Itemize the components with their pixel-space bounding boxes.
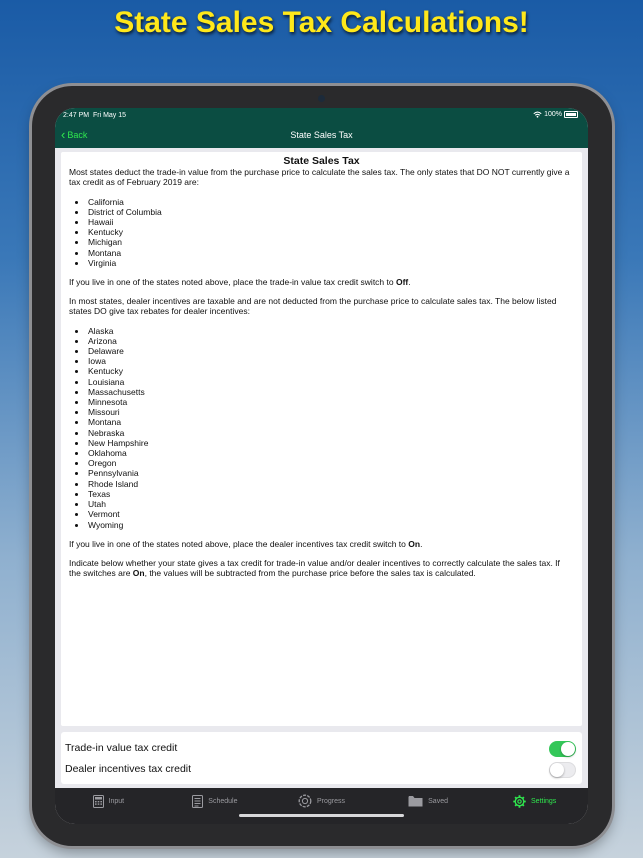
state-list-item: • Rhode Island bbox=[87, 479, 574, 489]
state-list-item: • Pennsylvania bbox=[87, 468, 574, 478]
tradein-credit-toggle[interactable] bbox=[549, 741, 576, 757]
state-list-item: • Utah bbox=[87, 499, 574, 509]
state-list-item: • Virginia bbox=[87, 258, 574, 268]
incentive-rebate-list bbox=[69, 326, 574, 530]
state-list-item: • Kentucky bbox=[87, 366, 574, 376]
state-list-item: • Minnesota bbox=[87, 397, 574, 407]
incentives-instruction-text: If you live in one of the states noted above, place the dealer incentives tax credit switch to bbox=[69, 538, 409, 549]
state-list-item: • Michigan bbox=[87, 237, 574, 247]
tab-label: Progress bbox=[316, 797, 345, 805]
tab-saved[interactable] bbox=[375, 788, 482, 814]
incentives-credit-label: Dealer incentives tax credit bbox=[65, 763, 192, 775]
incentives-paragraph: In most states, dealer incentives are taxable and are not deducted from the purchase price to calculate sales tax. The below listed states DO give tax rebates for dealer incentives: bbox=[69, 296, 557, 317]
progress-gauge-icon bbox=[298, 794, 312, 808]
toggle-knob bbox=[550, 763, 564, 777]
tab-schedule[interactable] bbox=[162, 788, 269, 814]
app-screen bbox=[55, 108, 588, 824]
back-label: Back bbox=[67, 129, 88, 140]
state-list-item: • Nebraska bbox=[87, 428, 574, 438]
incentives-instruction-end: . bbox=[420, 538, 423, 549]
tab-label: Settings bbox=[531, 797, 557, 805]
state-list-item: • California bbox=[87, 197, 574, 207]
state-list-item: • Vermont bbox=[87, 509, 574, 519]
chevron-left-icon: ‹ bbox=[61, 127, 66, 142]
nav-title: State Sales Tax bbox=[290, 130, 353, 140]
final-instruction-text: Indicate below whether your state gives a tax credit for trade-in value and/or dealer incentives to correctly calculate the sales tax. If the switches are bbox=[69, 557, 560, 579]
no-tradein-credit-list bbox=[69, 197, 574, 268]
toggle-knob bbox=[561, 742, 575, 756]
tab-input[interactable] bbox=[55, 788, 162, 814]
state-list-item: • Oklahoma bbox=[87, 448, 574, 458]
state-list-item: • Wyoming bbox=[87, 520, 574, 530]
final-instruction bbox=[69, 558, 574, 578]
document-icon bbox=[192, 795, 203, 808]
info-content bbox=[61, 152, 582, 578]
front-camera bbox=[318, 95, 325, 102]
tab-label: Saved bbox=[428, 797, 448, 805]
state-list-item: • Arizona bbox=[87, 336, 574, 346]
tab-progress[interactable] bbox=[268, 788, 375, 814]
folder-icon bbox=[408, 795, 423, 807]
state-list-item: • Alaska bbox=[87, 326, 574, 336]
tab-settings[interactable] bbox=[481, 788, 588, 814]
tradein-instruction-value: Off bbox=[395, 277, 409, 288]
incentives-credit-toggle[interactable] bbox=[549, 762, 576, 778]
incentives-credit-row bbox=[61, 759, 582, 779]
tab-label: Input bbox=[108, 797, 125, 805]
state-list-item: • District of Columbia bbox=[87, 207, 574, 217]
state-list-item: • Montana bbox=[87, 248, 574, 258]
intro-paragraph: Most states deduct the trade-in value from the purchase price to calculate the sales tax. The only states that DO NOT currently give a tax credit as of February 2019 are: bbox=[69, 167, 570, 188]
state-list-item: • Louisiana bbox=[87, 377, 574, 387]
incentives-instruction-value: On bbox=[408, 538, 421, 549]
state-list-item: • Texas bbox=[87, 489, 574, 499]
info-card bbox=[61, 152, 582, 726]
state-list-item: • New Hampshire bbox=[87, 438, 574, 448]
tax-credit-settings bbox=[61, 732, 582, 784]
wifi-icon bbox=[533, 111, 542, 118]
final-instruction-end: , the values will be subtracted from the purchase price before the sales tax is calculated. bbox=[144, 568, 476, 579]
tab-bar bbox=[55, 788, 588, 824]
tradein-credit-label: Trade-in value tax credit bbox=[65, 742, 178, 754]
status-clock: 2:47 PM bbox=[63, 112, 90, 119]
promo-headline: State Sales Tax Calculations! bbox=[114, 6, 529, 39]
tradein-instruction bbox=[69, 277, 574, 287]
state-list-item: • Kentucky bbox=[87, 227, 574, 237]
home-indicator bbox=[239, 814, 404, 817]
battery-icon bbox=[564, 111, 578, 118]
tradein-instruction-text: If you live in one of the states noted above, place the trade-in value tax credit switch to bbox=[69, 277, 396, 288]
content-heading: State Sales Tax bbox=[283, 155, 360, 167]
tradein-credit-row bbox=[61, 738, 582, 758]
status-indicators bbox=[533, 111, 578, 118]
tab-label: Schedule bbox=[208, 797, 238, 805]
final-instruction-value: On bbox=[132, 568, 145, 579]
state-list-item: • Montana bbox=[87, 417, 574, 427]
gear-icon bbox=[513, 795, 526, 808]
status-bar bbox=[55, 108, 588, 124]
tradein-instruction-end: . bbox=[408, 277, 411, 288]
status-date: Fri May 15 bbox=[92, 112, 127, 119]
state-list-item: • Hawaii bbox=[87, 217, 574, 227]
state-list-item: • Delaware bbox=[87, 346, 574, 356]
battery-percent: 100% bbox=[544, 111, 562, 118]
navigation-bar bbox=[55, 124, 588, 148]
status-time bbox=[63, 112, 126, 119]
tablet-frame bbox=[32, 86, 612, 846]
state-list-item: • Iowa bbox=[87, 356, 574, 366]
incentives-instruction bbox=[69, 539, 574, 549]
calculator-icon bbox=[93, 795, 104, 808]
state-list-item: • Missouri bbox=[87, 407, 574, 417]
state-list-item: • Oregon bbox=[87, 458, 574, 468]
state-list-item: • Massachusetts bbox=[87, 387, 574, 397]
